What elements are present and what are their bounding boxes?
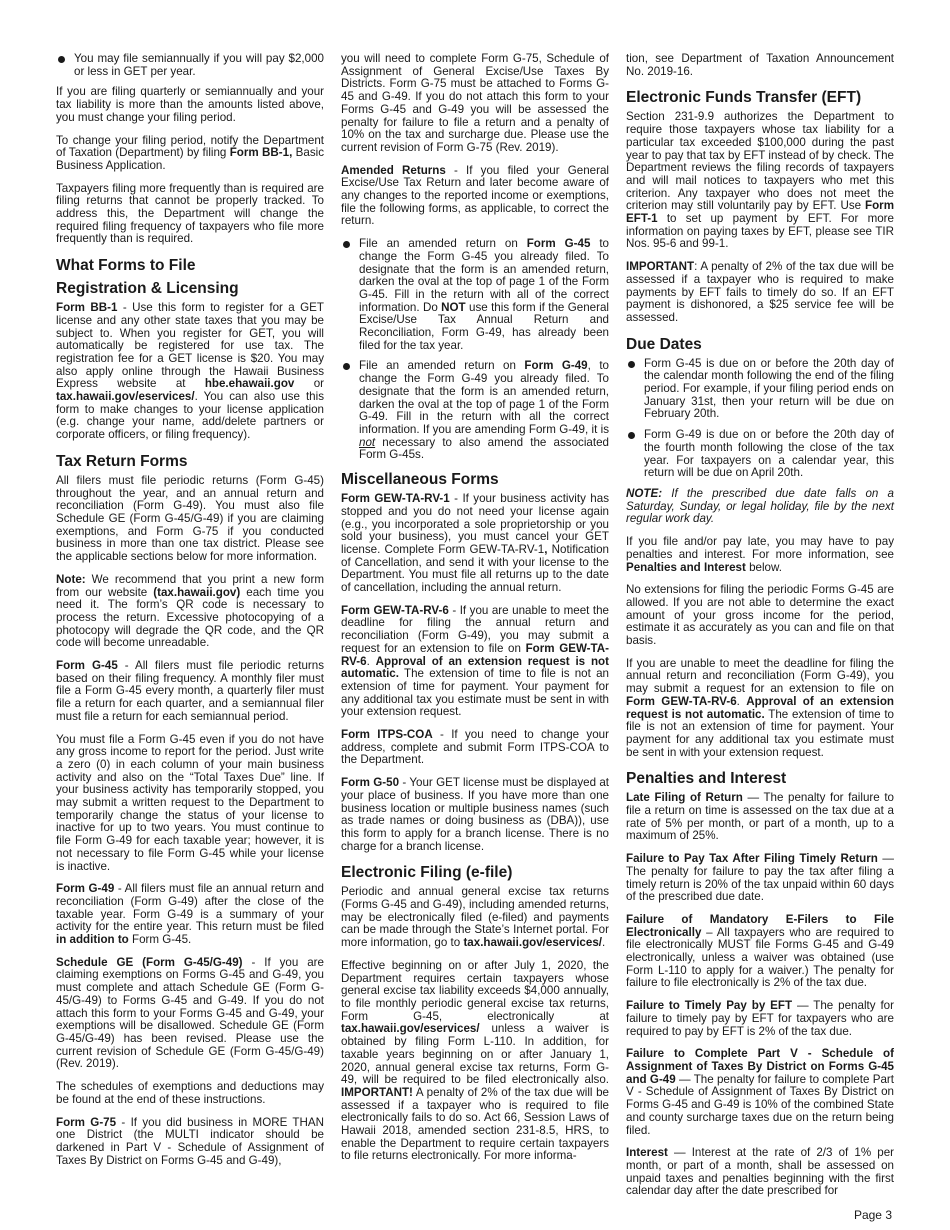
column-2 — [341, 53, 609, 1173]
bullet-dot-icon — [343, 363, 350, 370]
paragraph-part-v: Failure to Complete Part V - Schedule of Assignment of Taxes By District on Forms G-45 and G-49 — The penalty for failure to complete Part V - Schedule of Assignment of Taxes By District on Forms G-45 and G-49 is 10% of the combined State and county surcharge taxes due on the return being filed. — [626, 1047, 894, 1137]
bullet-amend-g45: File an amended return on Form G-45 to change the Form G-45 you already filed. To designate that the form is an amended return, darken the oval at the top of page 1 of the Form G-45. Fill in the return with all of the correct information. Do NOT use this form if the General Excise/Use Tax Annual Return and Reconciliation, Form G-49, has already been filed for the tax year. — [341, 238, 609, 352]
bullet-due-g45: Form G-45 is due on or before the 20th day of the calendar month following the end of the filing period. For example, if your filing period ends on January 31st, then your return will be due on February 20th. — [626, 358, 894, 422]
paragraph: You must file a Form G-45 even if you do not have any gross income to report for the period. Just write a zero (0) in each column of your main business activity and also on the “Total Taxes Due” line. If your business activity has temporarily stopped, you may submit a written request to the Department to temporarily change the status of your license to inactive for up to two years. You must continue to file Form G-49 for each taxable year; however, it is not necessary to file Form G-45 while your license is inactive. — [56, 732, 324, 873]
paragraph-late: If you file and/or pay late, you may have to pay penalties and interest. For more information, see Penalties and Interest below. — [626, 535, 894, 574]
bullet-amend-g49: File an amended return on Form G-49, to change the Form G-49 you already filed. To designate that the form is an amended return, darken the oval at the top of page 1 of the Form G-49. Fill in the return with all the correct information. If you are amending Form G-49, it is not necessary to also amend the associated Form G-45s. — [341, 360, 609, 462]
paragraph-bb1: Form BB-1 - Use this form to register for a GET license and any other state taxes that you may be subject to. When you register for GET, you will automatically be registered for use tax. The registration fee for a GET license is $20. You may also apply online through the Hawaii Business Express website at hbe.ehawaii.gov or tax.hawaii.gov/eservices/. You can also use this form to make changes to your license application (e.g. change your name, add/delete partners or corporate officers, or filing frequency). — [56, 301, 324, 442]
column-3 — [626, 53, 894, 1208]
heading-registration: Registration & Licensing — [56, 280, 239, 298]
paragraph-late-filing: Late Filing of Return — The penalty for failure to file a return on time is assessed on the tax due at a rate of 5% per month, or part of a month, up to a maximum of 25%. — [626, 791, 894, 843]
paragraph: If you are filing quarterly or semiannually and your tax liability is more than the amounts listed above, you must change your filing period. — [56, 85, 324, 124]
paragraph: The schedules of exemptions and deductions may be found at the end of these instructions. — [56, 1080, 324, 1106]
paragraph: Taxpayers filing more frequently than is required are filing returns that cannot be properly tracked. To address this, the Department will change the required filing frequency of taxpayers who file more frequently than is required. — [56, 181, 324, 246]
paragraph-gew6: Form GEW-TA-RV-6 - If you are unable to meet the deadline for filing the annual return and reconciliation (Form G-49), you may submit a request for an extension to file on Form GEW-TA-RV-6. Approval of an extension request is not automatic. The extension of time to file is not an extension of time for payment. Your payment for any additional tax you estimate must be sent in with your extension request. — [341, 603, 610, 719]
heading-penalties: Penalties and Interest — [626, 770, 787, 788]
heading-what-forms: What Forms to File — [56, 257, 196, 275]
paragraph-g49: Form G-49 - All filers must file an annual return and reconciliation (Form G-49) after the close of the taxable year. Form G-49 is a summary of your activity for the entire year. This return must be filed in addition to Form G-45. — [56, 882, 324, 947]
paragraph-unable: If you are unable to meet the deadline for filing the annual return and reconciliation (Form G-49), you may submit a request for an extension to file on Form GEW-TA-RV-6. Approval of an extension request is not automatic. The extension of time to file is not an extension of time for payment. Your payment for any additional tax you estimate must be sent in with your extension request. — [626, 656, 894, 759]
paragraph-important: IMPORTANT: A penalty of 2% of the tax due will be assessed if a taxpayer who is required to make payments by EFT fails to timely do so. If an EFT payment is dishonored, a $25 service fee will be assessed. — [626, 260, 894, 324]
paragraph-interest: Interest — Interest at the rate of 2/3 of 1% per month, or part of a month, shall be assessed on unpaid taxes and penalties beginning with the first calendar day after the date prescribed for — [626, 1146, 894, 1198]
paragraph-g75: Form G-75 - If you did business in MORE THAN one District (the MULTI indicator should be darkened in Part V - Schedule of Assignment of Taxes By District on Forms G-45 and G-49), — [56, 1115, 324, 1167]
paragraph-g50: Form G-50 - Your GET license must be displayed at your place of business. If you have more than one business location or multiple business names (such as trade names or doing business as (DBA)), use this form to apply for a branch license. There is no charge for a branch license. — [341, 776, 610, 853]
paragraph-gew1: Form GEW-TA-RV-1 - If your business activity has stopped and you do not need your license again (e.g., you incorporated a sole proprietorship or you sold your business), you must cancel your GET license. Complete Form GEW-TA-RV-1, Notification of Cancellation, and send it with your license to the Department. You must file all returns up to the date of cancellation, including the annual return. — [341, 492, 609, 595]
paragraph-eft-penalty: Failure to Timely Pay by EFT — The penalty for failure to timely pay by EFT for taxpayers who are required to pay by EFT is 2% of the tax due. — [626, 999, 894, 1038]
page-number: Page 3 — [853, 1208, 892, 1222]
bullet-semiannual: You may file semiannually if you will pay $2,000 or less in GET per year. — [56, 53, 324, 78]
paragraph-note: NOTE: If the prescribed due date falls on a Saturday, Sunday, or legal holiday, file by the next regular work day. — [626, 486, 894, 526]
bullet-dot-icon — [343, 241, 350, 248]
paragraph-failure-pay: Failure to Pay Tax After Filing Timely Return — The penalty for failure to pay the tax after filing a timely return is 20% of the tax unpaid within 60 days of the prescribed due date. — [626, 852, 894, 904]
paragraph-efile: Periodic and annual general excise tax returns (Forms G-45 and G-49), including amended returns, may be electronically filed (e-filed) and payments can be made through the State’s Internet portal. For more information, go to tax.hawaii.gov/eservices/. — [341, 885, 609, 950]
paragraph-change-period: To change your filing period, notify the Department of Taxation (Department) by filing Form BB-1, Basic Business Application. — [56, 133, 324, 172]
paragraph: you will need to complete Form G-75, Schedule of Assignment of General Excise/Use Taxes By Districts. Form G-75 must be attached to Forms G-45 and G-49. If you do not attach this form to your Forms G-45 and G-49 you will be assessed the penalty for failure to file a return and a penalty of 10% on the tax and surcharge due. Please use the current revision of Form G-75 (Rev. 2019). — [341, 52, 609, 154]
paragraph: tion, see Department of Taxation Announcement No. 2019-16. — [626, 52, 894, 78]
heading-due-dates: Due Dates — [626, 335, 702, 353]
bullet-due-g49: Form G-49 is due on or before the 20th day of the fourth month following the close of the tax year. For taxpayers on a calendar year, this return will be due on April 20th. — [626, 429, 894, 480]
paragraph-effective: Effective beginning on or after July 1, 2020, the Department requires certain taxpayers whose general excise tax liability exceeds $4,000 annually, to file monthly periodic general excise tax returns, Form G-45, electronically at tax.hawaii.gov/eservices/ unless a waiver is obtained by filing Form L-110. In addition, for taxable years beginning on or after January 1, 2020, annual general excise tax returns, Form G-49, will be required to be filed electronically also. IMPORTANT! A penalty of 2% of the tax due will be assessed if a taxpayer who is required to file electronically fails to do so. Act 66, Session Laws of Hawaii 2018, amended section 231-8.5, HRS, to enable the Department to require certain taxpayers to file returns electronically. For more informa- — [341, 958, 609, 1163]
paragraph-amended: Amended Returns - If you filed your General Excise/Use Tax Return and later become aware of any changes to the reported income or exemptions, file the following forms, as applicable, to correct the return. — [341, 163, 610, 228]
heading-tax-return-forms: Tax Return Forms — [56, 452, 188, 470]
paragraph-note: Note: We recommend that you print a new form from our website (tax.hawaii.gov) each time you need it. The form’s QR code is necessary to process the return. Excessive photocopying of a photocopy will degrade the QR code, and the QR code will become unreadable. — [56, 572, 324, 650]
paragraph-g45: Form G-45 - All filers must file periodic returns based on their filing frequency. A monthly filer must file a Form G-45 every month, a quarterly filer must file a return for each quarter, and a semiannual filer must file a return for each semiannual period. — [56, 659, 324, 723]
paragraph-schedule-ge: Schedule GE (Form G-45/G-49) - If you are claiming exemptions on Forms G-45 and G-49, you must complete and attach Schedule GE (Form G-45/G-49) to Forms G-45 and G-49. If you do not attach this form to your Forms G-45 and G-49, your exemptions will be disallowed. Schedule GE (Form G-45/G-49) has been revised. Please use the current revision of Schedule GE (Form G-45/G-49) (Rev. 2019). — [56, 955, 324, 1071]
heading-efile: Electronic Filing (e-file) — [341, 864, 513, 882]
bullet-dot-icon — [628, 432, 635, 439]
heading-eft: Electronic Funds Transfer (EFT) — [626, 89, 862, 107]
bullet-dot-icon — [628, 361, 635, 368]
paragraph-itps: Form ITPS-COA - If you need to change your address, complete and submit Form ITPS-COA to the Department. — [341, 728, 609, 767]
paragraph-mandatory-efile: Failure of Mandatory E-Filers to File Electronically – All taxpayers who are required to file electronically MUST file Forms G-45 and G-49 electronically, unless a waiver was obtained (use Form L-110 to apply for a waiver.) The penalty for failure to file electronically is 2% of the tax due. — [626, 912, 894, 990]
paragraph: All filers must file periodic returns (Form G-45) throughout the year, and an annual return and reconciliation (Form G-49). You must also file Schedule GE (Form G-45/G-49) if you are claiming exemptions, and Form G-75 if you conducted business in more than one tax district. Please see the applicable sections below for more information. — [56, 473, 324, 564]
paragraph-eft: Section 231-9.9 authorizes the Department to require those taxpayers whose tax liability for a particular tax exceeded $100,000 during the past year to pay that tax by EFT instead of by check. The Department reviews the filing records of taxpayers and will mail notices to taxpayers who met this criterion. Any taxpayer who does not meet the criterion may still voluntarily pay by EFT. Use Form EFT-1 to set up payment by EFT. For more information on paying taxes by EFT, please see TIR Nos. 95-6 and 99-1. — [626, 110, 894, 251]
heading-misc-forms: Miscellaneous Forms — [341, 471, 499, 489]
bullet-dot-icon — [58, 56, 65, 63]
column-1 — [56, 53, 324, 1177]
paragraph: No extensions for filing the periodic Forms G-45 are allowed. If you are not able to determine the exact amount of your gross income for the period, estimate it as accurately as you can and file on that basis. — [626, 583, 894, 648]
